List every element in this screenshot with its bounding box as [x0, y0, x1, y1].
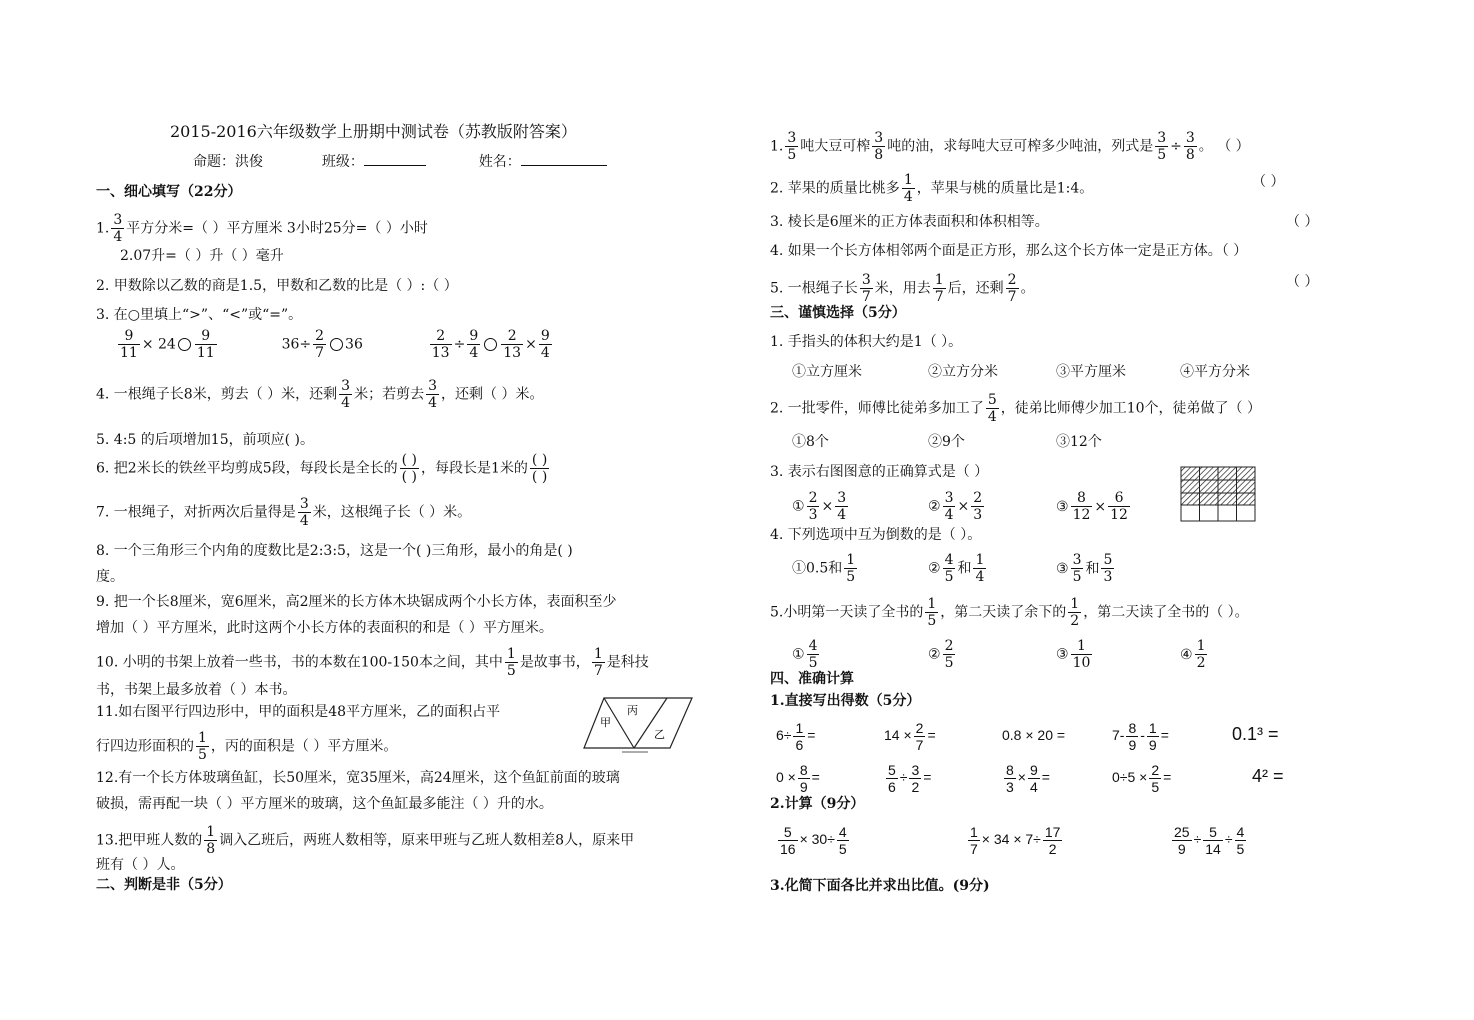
section-4-sub1: 1.直接写出得数（5分）	[770, 693, 921, 709]
judge-4: 4. 如果一个长方体相邻两个面是正方形，那么这个长方体一定是正方体。（ ）	[770, 243, 1248, 259]
calc-compute-row: $\frac{5}{16}$ × 30÷ $\frac{4}{5}$ $\frac{1}{7}$ × 34 × 7÷ $\frac{17}{2}$ $\frac{25}{9}$ ÷ $\frac{5}{14}$ ÷ $\frac{4}{5}$	[780, 824, 1245, 857]
author-label: 命题：洪俊	[193, 154, 263, 170]
judge-2: 2. 苹果的质量比桃多 $\frac{1}{4}$ ，苹果与桃的质量比是1:4。	[770, 172, 1094, 205]
question-13: 13.把甲班人数的 $\frac{1}{8}$ 调入乙班后，两班人数相等，原来甲班与乙班人数相差8人，原来甲	[96, 824, 635, 857]
question-11a: 11.如右图平行四边形中，甲的面积是48平方厘米，乙的面积占平	[96, 704, 501, 720]
section-3-heading: 三、谨慎选择（5分）	[770, 305, 906, 321]
question-4: 4. 一根绳子长8米，剪去（ ）米，还剩 $\frac{3}{4}$ 米；若剪去 $\frac{3}{4}$ ，还剩（ ）米。	[96, 378, 544, 411]
judge-2-paren: （ ）	[1252, 174, 1285, 190]
choice-3-options: ① $\frac{2}{3}$ × $\frac{3}{4}$ ② $\frac{3}{4}$ × $\frac{2}{3}$ ③ $\frac{8}{12}$ × $\frac{6}{12}$	[792, 490, 1128, 523]
class-label: 班级：	[321, 154, 364, 170]
question-5: 5. 4:5 的后项增加15，前项应( )。	[96, 432, 314, 448]
section-4-heading: 四、准确计算	[770, 671, 854, 687]
calc-row-2: 0 × $\frac{8}{9}$ = $\frac{5}{6}$ ÷ $\frac{3}{2}$ = $\frac{8}{3}$ × $\frac{9}{4}$ = 0÷5 × $\frac{2}{5}$ = 4² =	[776, 762, 1284, 795]
choice-5: 5.小明第一天读了全书的 $\frac{1}{5}$ ，第二天读了余下的 $\frac{1}{2}$ ，第二天读了全书的（ ）。	[770, 596, 1249, 629]
question-10b: 书，书架上最多放着（ ）本书。	[96, 682, 297, 698]
section-4-sub3: 3.化简下面各比并求出比值。(9分)	[770, 878, 990, 894]
figure-label-bing: 丙	[627, 704, 638, 717]
judge-3: 3. 棱长是6厘米的正方体表面积和体积相等。	[770, 214, 1049, 230]
choice-4: 4. 下列选项中互为倒数的是（ ）。	[770, 527, 982, 543]
question-2: 2. 甲数除以乙数的商是1.5，甲数和乙数的比是（ ）:（ ）	[96, 278, 458, 294]
name-label: 姓名：	[478, 154, 521, 170]
question-12a: 12.有一个长方体玻璃鱼缸，长50厘米，宽35厘米，高24厘米，这个鱼缸前面的玻璃	[96, 770, 620, 786]
question-8a: 8. 一个三角形三个内角的度数比是2:3:5，这是一个( )三角形，最小的角是( )	[96, 543, 573, 559]
figure-label-jia: 甲	[600, 716, 611, 729]
choice-3: 3. 表示右图图意的正确算式是（ ）	[770, 464, 989, 480]
question-3: 3. 在○里填上“>”、“<”或“=”。	[96, 307, 303, 323]
question-1b: 2.07升=（ ）升（ ）毫升	[120, 248, 284, 264]
choice-1-options: ①立方厘米 ②立方分米 ③平方厘米 ④平方分米	[792, 364, 1250, 380]
question-8b: 度。	[96, 569, 124, 585]
class-field[interactable]	[364, 165, 426, 166]
judge-3-paren: （ ）	[1286, 214, 1319, 230]
question-1a: 1. $\frac{3}{4}$ 平方分米=（ ）平方厘米 3小时25分=（ ）小时	[96, 212, 428, 245]
question-9b: 增加（ ）平方厘米，此时这两个小长方体的表面积的和是（ ）平方厘米。	[96, 620, 553, 636]
question-11b: 行四边形面积的 $\frac{1}{5}$ ，丙的面积是（ ）平方厘米。	[96, 730, 398, 763]
calc-row-1: 6÷ $\frac{1}{6}$ = 14 × $\frac{2}{7}$ = 0.8 × 20 = 7- $\frac{8}{9}$ - $\frac{1}{9}$ = 0.1³ =	[776, 720, 1279, 753]
question-6: 6. 把2米长的铁丝平均剪成5段，每段长是全长的 ( ) ( ) ，每段长是1米的 ( ) ( )	[96, 452, 548, 485]
question-9a: 9. 把一个长8厘米，宽6厘米，高2厘米的长方体木块锯成两个小长方体，表面积至少	[96, 594, 617, 610]
choice-2: 2. 一批零件，师傅比徒弟多加工了 $\frac{5}{4}$ ，徒弟比师傅少加工10个，徒弟做了（ ）	[770, 392, 1261, 425]
name-field[interactable]	[521, 165, 607, 166]
judge-1: 1. $\frac{3}{5}$ 吨大豆可榨 $\frac{3}{8}$ 吨的油，求每吨大豆可榨多少吨油，列式是 $\frac{3}{5}$ ÷ $\frac{3}{8}$ 。 （ ）	[770, 130, 1250, 163]
section-1-heading: 一、细心填写（22分）	[96, 184, 242, 200]
judge-5-paren: （ ）	[1286, 274, 1319, 290]
question-12b: 破损，需再配一块（ ）平方厘米的玻璃，这个鱼缸最多能注（ ）升的水。	[96, 796, 553, 812]
choice-5-options: ① $\frac{4}{5}$ ② $\frac{2}{5}$ ③ $\frac{1}{10}$ ④ $\frac{1}{2}$	[792, 638, 1206, 671]
question-10: 10. 小明的书架上放着一些书，书的本数在100-150本之间，其中 $\frac{1}{5}$ 是故事书， $\frac{1}{7}$ 是科技	[96, 646, 649, 679]
figure-label-yi: 乙	[654, 728, 665, 741]
section-4-sub2: 2.计算（9分）	[770, 796, 865, 812]
page-title: 2015-2016六年级数学上册期中测试卷（苏教版附答案）	[170, 122, 577, 141]
choice-1: 1. 手指头的体积大约是1（ ）。	[770, 334, 963, 350]
question-3-items: $\frac{9}{11}$ × 24 $\frac{9}{11}$ 36÷ $\frac{2}{7}$ 36 $\frac{2}{13}$ ÷ $\frac{9}{4}$ $\frac{2}{13}$ × $\frac{9}{4}$	[120, 328, 550, 361]
choice-2-options: ①8个 ②9个 ③12个	[792, 434, 1102, 450]
section-2-heading: 二、判断是非（5分）	[96, 877, 232, 893]
question-7: 7. 一根绳子，对折两次后量得是 $\frac{3}{4}$ 米，这根绳子长（ ）米。	[96, 496, 472, 529]
header-info	[193, 152, 607, 172]
choice-4-options: ①0.5和 $\frac{1}{5}$ ② $\frac{4}{5}$ 和 $\frac{1}{4}$ ③ $\frac{3}{5}$ 和 $\frac{5}{3}$	[792, 552, 1113, 585]
judge-5: 5. 一根绳子长 $\frac{3}{7}$ 米，用去 $\frac{1}{7}$ 后，还剩 $\frac{2}{7}$ 。	[770, 272, 1035, 305]
question-13b: 班有（ ）人。	[96, 857, 185, 873]
parallelogram-figure	[582, 696, 694, 754]
grid-figure	[1180, 466, 1256, 522]
